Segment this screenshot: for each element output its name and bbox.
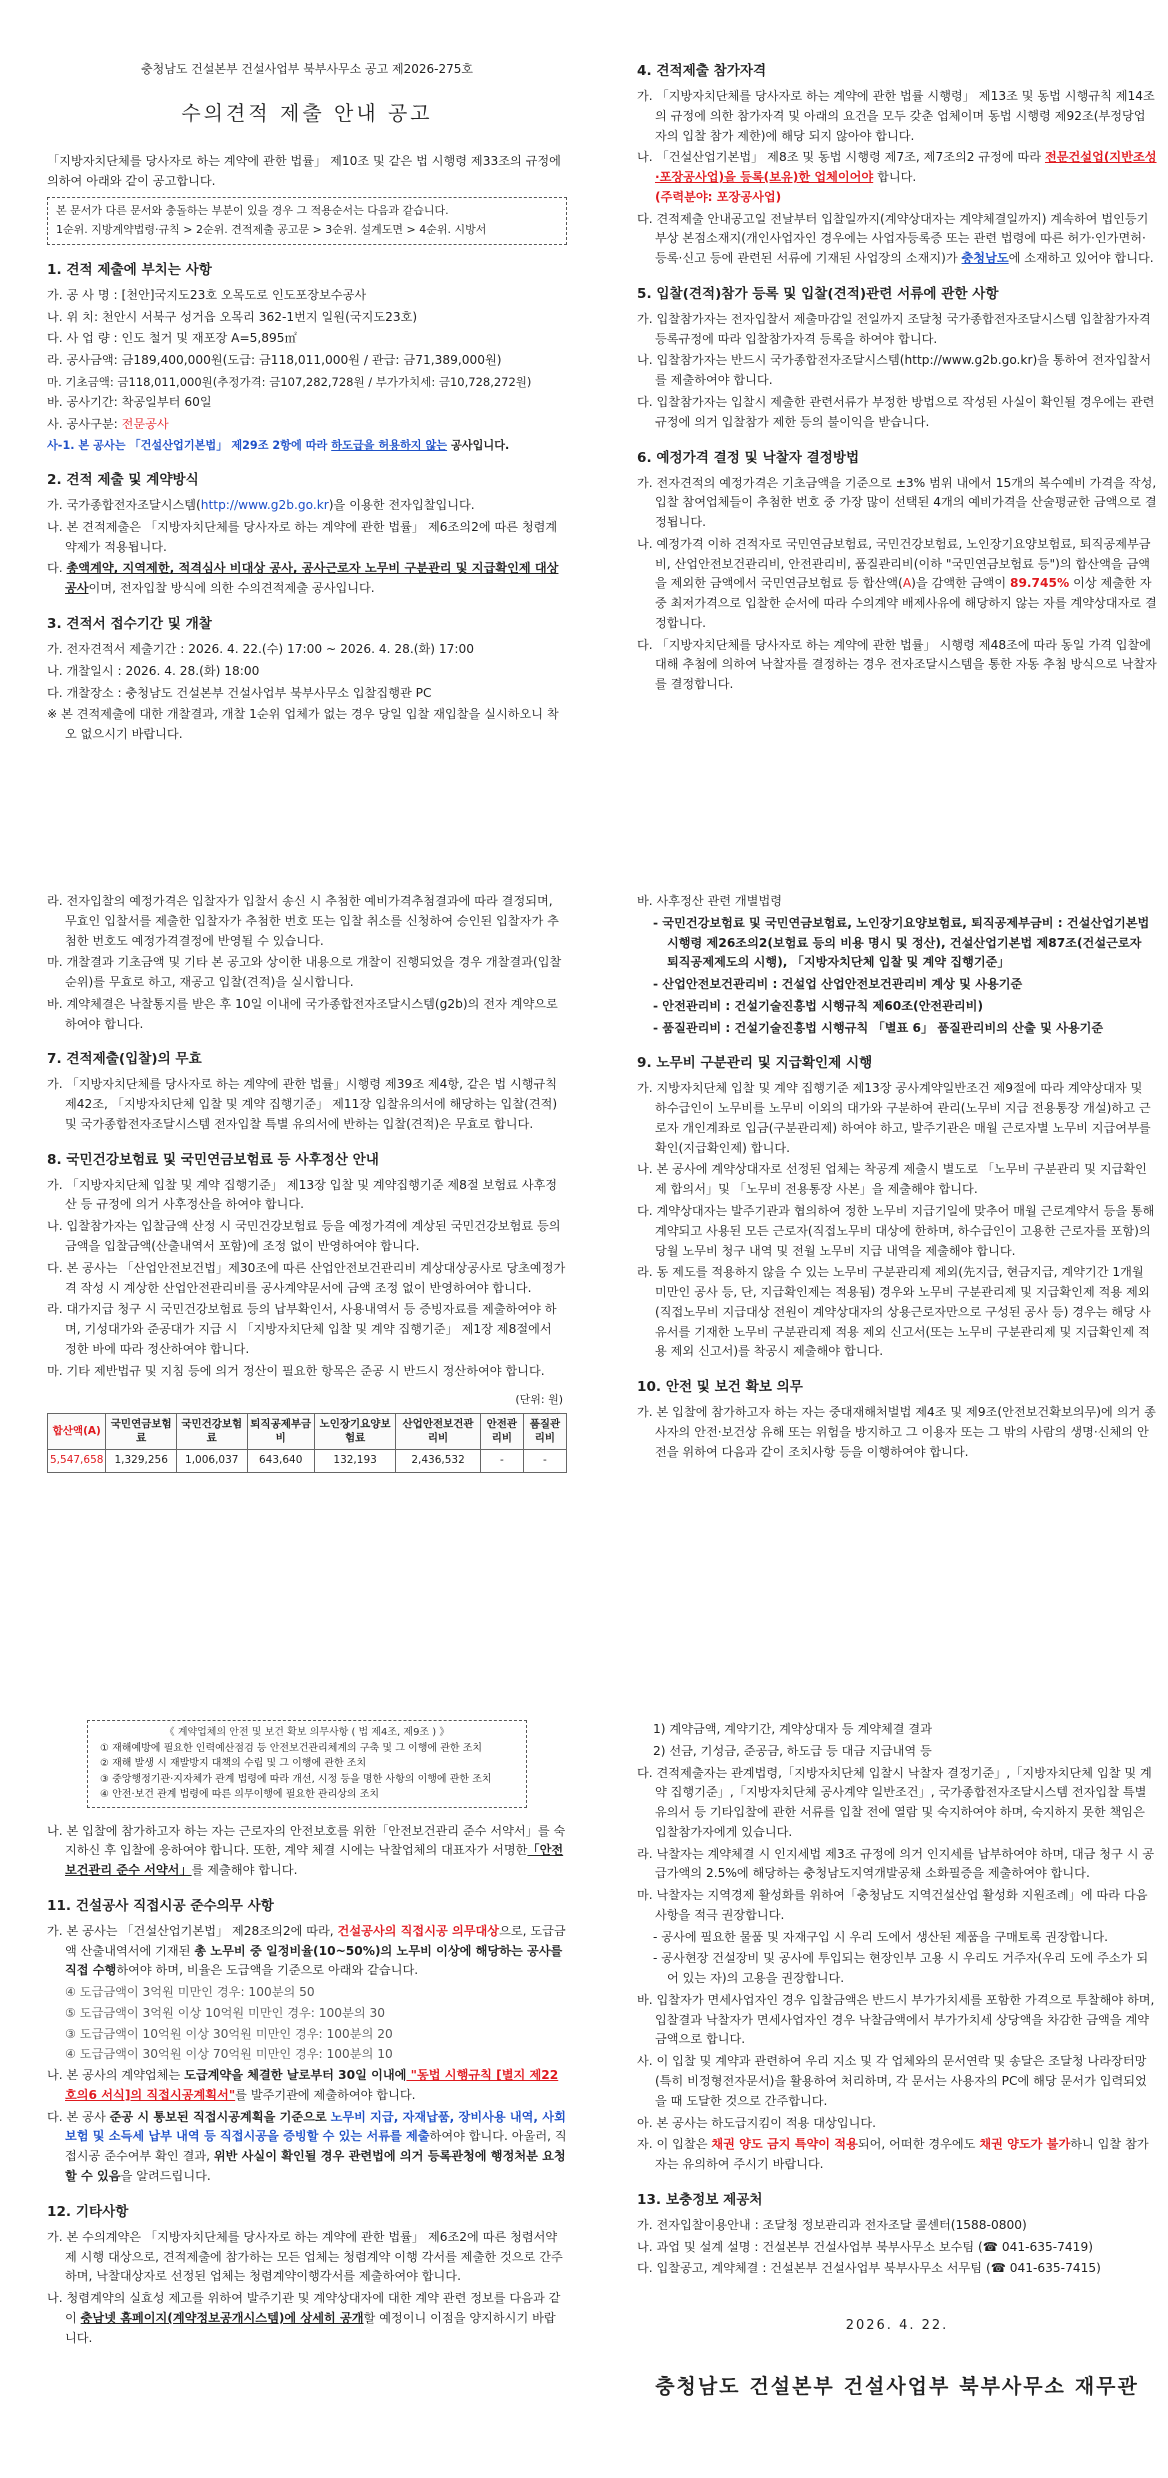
s11-c-bold-1: 준공 시 통보된 직접시공계획을 기준으로 bbox=[109, 2109, 327, 2124]
s12-item: 바. 입찰자가 면세사업자인 경우 입찰금액은 반드시 부가가치세를 포함한 가격으로 투찰해야 하며, 입찰결과 낙찰자가 면세사업자인 경우 낙찰금액에서 부가가치세 상당액을 차감한 금액을 계약금액으로 합니다. bbox=[637, 1992, 1155, 2047]
page-3 bbox=[0, 1688, 1168, 2478]
s12-item: 마. 낙찰자는 지역경제 활성화를 위하여「충청남도 지역건설산업 활성화 지원조례」에 따라 다음사항을 적극 권장합니다. bbox=[637, 1888, 1148, 1922]
s12-item-a: 가. 본 수의계약은 「지방자치단체를 당사자로 하는 계약에 관한 법률」 제6조2에 따른 청렴서약제 시행 대상으로, 견적제출에 참가하는 모든 업체는 청렴계약 이행 각서를 제출한 것으로 간주하며, 낙찰대상자로 선정된 업체는 청렴계약이행각서를 제출하여야 합니다. bbox=[47, 2229, 563, 2284]
s11-rate: ④ 도급금액이 3억원 미만인 경우: 100분의 50 bbox=[65, 1985, 315, 2000]
s11-item-c bbox=[47, 2108, 567, 2187]
s8-item: 라. 대가지급 청구 시 국민건강보험료 등의 납부확인서, 사용내역서 등 증빙자료를 제출하여야 하며, 기성대가와 준공대가 지급 시 「지방자치단체 입찰 및 계약 집행기준」 제1장 제8절에서 정한 바에 따라 정산하여야 합니다. bbox=[47, 1302, 557, 1356]
page-3-left-column bbox=[47, 1720, 567, 2350]
s11-rate: ④ 도급금액이 30억원 이상 70억원 미만인 경우: 100분의 10 bbox=[65, 2047, 393, 2062]
s1-item: 라. 공사금액: 금189,400,000원(도급: 금118,011,000원 / 관급: 금71,389,000원) bbox=[47, 353, 502, 368]
s3-note: ※ 본 견적제출에 대한 개찰결과, 개찰 1순위 업체가 없는 경우 당일 입찰 재입찰을 실시하오니 착오 없으시기 바랍니다. bbox=[47, 707, 559, 742]
table-header-row bbox=[48, 1414, 567, 1450]
s8-item: 마. 기타 제반법규 및 지침 등에 의거 정산이 필요한 항목은 준공 시 반드시 정산하여야 합니다. bbox=[47, 1363, 545, 1378]
section-8-title: 8. 국민건강보험료 및 국민연금보험료 등 사후정산 안내 bbox=[47, 1151, 379, 1168]
s11-item-b bbox=[47, 2066, 567, 2106]
s11-rate: ⑤ 도급금액이 3억원 이상 10억원 미만인 경우: 100분의 30 bbox=[65, 2005, 385, 2020]
s2-c-prefix: 다. bbox=[47, 561, 67, 576]
page-1-left-column bbox=[47, 54, 567, 747]
s12-disclosure-item: 1) 계약금액, 계약기간, 계약상대자 등 계약체결 결과 bbox=[653, 1722, 932, 1736]
table-header: 안전관리비 bbox=[480, 1414, 523, 1450]
s12-ja-suffix: 하니 입찰 참가자는 유의하여 주시기 바랍니다. bbox=[655, 2137, 1149, 2172]
s4-b-main-field: (주력분야: 포장공사업) bbox=[655, 189, 782, 204]
safety-box-item: ① 재해예방에 필요한 인력예산점검 등 안전보건관리체계의 구축 및 그 이행에 관한 조치 bbox=[100, 1742, 483, 1754]
s2-a-suffix: )을 이용한 전자입찰입니다. bbox=[328, 498, 475, 513]
s10-b-pledge: 「안전보건관리 준수 서약서」 bbox=[65, 1843, 564, 1878]
s6-item-d: 라. 전자입찰의 예정가격은 입찰자가 입찰서 송신 시 추첨한 예비가격추첨결과에 따라 결정되며, 무효인 입찰서를 제출한 입찰자가 추첨한 번호 또는 입찰 취소를 신청하여 승인된 입찰자가 추첨한 번호도 예정가격결정에 반영될 수 있습니다. bbox=[47, 894, 559, 948]
s8-law-item: - 안전관리비 : 건설기술진흥법 시행규칙 제60조(안전관리비) bbox=[653, 998, 984, 1013]
s6-item-b bbox=[637, 535, 1157, 634]
s12-recommend-item: - 공사에 필요한 물품 및 자재구입 시 우리 도에서 생산된 제품을 구매토록 권장합니다. bbox=[653, 1929, 1109, 1944]
table-cell: 2,436,532 bbox=[396, 1450, 481, 1473]
s11-b-form: "동법 시행규칙 [별지 제22호의6 서식]의 직접시공계획서" bbox=[65, 2068, 559, 2102]
table-row bbox=[48, 1450, 567, 1473]
page-2 bbox=[0, 868, 1168, 1688]
s8-item: 다. 본 공사는 「산업안전보건법」제30조에 따른 산업안전보건관리비 계상대상공사로 당초예정가격 작성 시 계상한 산업안전관리비를 공사계약문서에 금액 조정 없이 반영하여야 합니다. bbox=[47, 1260, 566, 1295]
s12-b-suffix: 할 예정이니 이점을 양지하시기 바랍니다. bbox=[65, 2310, 556, 2345]
table-header: 국민건강보험료 bbox=[176, 1414, 247, 1450]
section-5-title: 5. 입찰(견적)참가 등록 및 입찰(견적)관련 서류에 관한 사항 bbox=[637, 285, 999, 302]
s5-item: 가. 입찰참가자는 전자입찰서 제출마감일 전일까지 조달청 국가종합전자조달시스템 입찰참가자격등록규정에 따라 입찰참가자격 등록을 하여야 합니다. bbox=[637, 311, 1151, 346]
section-10-title: 10. 안전 및 보건 확보 의무 bbox=[637, 1379, 803, 1396]
s1-kind bbox=[47, 415, 567, 435]
s4-item-a: 가. 「지방자치단체를 당사자로 하는 계약에 관한 법률 시행령」 제13조 및 동법 시행규칙 제14조의 규정에 의한 참가자격 및 아래의 요건을 모두 갖춘 업체이며 동법 시행령 제92조(부정당업자의 입찰 참가 제한)에 해당 되지 않아야 합니다. bbox=[637, 89, 1155, 143]
priority-box-line: 1순위. 지방계약법령·규칙 > 2순위. 견적제출 공고문 > 3순위. 설계도면 > 4순위. 시방서 bbox=[56, 223, 487, 237]
s8-item-ba-title: 바. 사후정산 관련 개별법령 bbox=[637, 894, 783, 908]
s12-item-b bbox=[47, 2289, 567, 2348]
priority-box bbox=[47, 197, 567, 244]
s1-note bbox=[47, 437, 567, 455]
s8-law-item: - 산업안전보건관리비 : 건설업 산업안전보건관리비 계상 및 사용기준 bbox=[653, 977, 1023, 992]
s11-c-end: 을 알려드립니다. bbox=[120, 2169, 211, 2183]
table-cell: - bbox=[480, 1450, 523, 1473]
section-6-title: 6. 예정가격 결정 및 낙찰자 결정방법 bbox=[637, 449, 860, 466]
s11-a-bold: 총 노무비 중 일정비율(10~50%)의 노무비 이상에 해당하는 공사를 직접 수행 bbox=[65, 1943, 563, 1978]
section-3-title: 3. 견적서 접수기간 및 개찰 bbox=[47, 615, 212, 632]
s12-item: 사. 이 입찰 및 계약과 관련하여 우리 지소 및 각 업체와의 문서연락 및 송달은 조달청 나라장터망(특히 비정형전자문서)을 활용하여 처리하며, 각 문서는 사용자의 PC에 해당 문서가 입력되었을 때 도달한 것으로 간주합니다. bbox=[637, 2054, 1147, 2108]
s6-b-a: A bbox=[902, 576, 912, 591]
page-2-left-column bbox=[47, 892, 567, 1473]
page-1-right-column bbox=[637, 60, 1157, 697]
s8-law-item: - 국민건강보험료 및 국민연금보험료, 노인장기요양보험료, 퇴직공제부금비 : 건설산업기본법 시행령 제26조의2(보험료 등의 비용 명시 및 정산), 건설산업기본법 제87조(건설근로자 퇴직공제제도의 시행), 「지방자치단체 입찰 및 계약 집행기준」 bbox=[653, 915, 1150, 970]
s12-b-bold: 충남넷 홈페이지(계약정보공개시스템)에 상세히 공개 bbox=[80, 2310, 364, 2325]
s6-item-f: 바. 계약체결은 낙찰통지를 받은 후 10일 이내에 국가종합전자조달시스템(g2b)의 전자 계약으로 하여야 합니다. bbox=[47, 996, 558, 1031]
s4-b-highlight: 전문건설업(지반조성·포장공사업)을 등록(보유)한 업체이어야 bbox=[655, 150, 1157, 185]
s4-b-prefix: 나. 「건설산업기본법」 제8조 및 동법 시행령 제7조, 제7조의2 규정에 따라 bbox=[637, 150, 1045, 165]
s6-b-rate: 89.745% bbox=[1009, 576, 1070, 591]
s4-c-prefix: 다. 견적제출 안내공고일 전날부터 입찰일까지(계약상대자는 계약체결일까지) 계속하여 법인등기부상 본점소재지(개인사업자인 경우에는 사업자등록증 또는 관련 법령에 따른 허가·인가면허·등록·신고 등에 관련된 서류에 기재된 사업장의 소재지)가 bbox=[637, 211, 1149, 266]
s7-item-a: 가. 「지방자치단체를 당사자로 하는 계약에 관한 법률」시행령 제39조 제4항, 같은 법 시행규칙 제42조, 「지방자치단체 입찰 및 계약 집행기준」 제11장 입찰유의서에 해당하는 입찰(견적) 및 국가종합전자조달시스템 전자입찰 특별 유의서에 반하는 입찰(견적)은 무효로 합니다. bbox=[47, 1077, 558, 1131]
s4-item-b bbox=[637, 148, 1157, 207]
notice-date: 2026. 4. 22. bbox=[845, 2318, 949, 2334]
s11-c-blue: 노무비 지급, 자재납품, 장비사용 내역, 사회보험 및 소득세 납부 내역 등 직접시공을 증빙할 수 있는 서류를 제출 bbox=[65, 2109, 566, 2144]
table-cell: 132,193 bbox=[314, 1450, 395, 1473]
issuing-organization: 충청남도 건설본부 건설사업부 북부사무소 재무관 bbox=[655, 2374, 1139, 2399]
s11-c-prefix: 다. 본 공사 bbox=[47, 2109, 110, 2124]
section-12-title: 12. 기타사항 bbox=[47, 2203, 129, 2220]
safety-box-item: ② 재해 발생 시 재발방지 대책의 수립 및 그 이행에 관한 조치 bbox=[100, 1758, 367, 1769]
page-1 bbox=[0, 0, 1168, 868]
intro-text: 「지방자치단체를 당사자로 하는 계약에 관한 법률」 제10조 및 같은 법 시행령 제33조의 규정에 의하여 아래와 같이 공고합니다. bbox=[47, 153, 561, 188]
s1-item: 나. 위 치: 천안시 서북구 성거읍 오목리 362-1번지 일원(국지도23호) bbox=[47, 309, 418, 324]
s4-c-suffix: 에 소재하고 있어야 합니다. bbox=[1008, 251, 1154, 266]
s2-item-b: 나. 본 견적제출은 「지방자치단체를 당사자로 하는 계약에 관한 법률」 제6조의2에 따른 청렴계약제가 적용됩니다. bbox=[47, 519, 558, 554]
s11-b-bold: 도급계약을 체결한 날로부터 30일 이내에 bbox=[184, 2068, 407, 2083]
s11-a-prefix: 가. 본 공사는 「건설산업기본법」 제28조의2에 따라, bbox=[47, 1923, 338, 1938]
s12-ja-mid: 되어, 어떠한 경우에도 bbox=[857, 2137, 980, 2152]
section-2-title: 2. 견적 제출 및 계약방식 bbox=[47, 472, 199, 489]
s2-c-suffix: 이며, 전자입찰 방식에 의한 수의견적제출 공사입니다. bbox=[88, 581, 375, 596]
s3-item: 가. 전자견적서 제출기간 : 2026. 4. 22.(수) 17:00 ~ 2026. 4. 28.(화) 17:00 bbox=[47, 641, 475, 656]
insurance-table bbox=[47, 1413, 567, 1473]
s4-b-suffix: 합니다. bbox=[873, 170, 917, 185]
s6-item-c: 다. 「지방자치단체를 당사자로 하는 계약에 관한 법률」 시행령 제48조에 따라 동일 가격 입찰에 대해 추첨에 의하여 낙찰자를 결정하는 경우 전자조달시스템을 통한 자동 추첨 방식으로 낙찰자를 결정합니다. bbox=[637, 637, 1157, 692]
s10-item-b bbox=[47, 1822, 567, 1881]
s1-item: 다. 사 업 량 : 인도 철거 및 재포장 A=5,895㎡ bbox=[47, 331, 297, 346]
s12-item: 라. 낙찰자는 계약체결 시 인지세법 제3조 규정에 의거 인지세를 납부하여야 하며, 대금 청구 시 공급가액의 2.5%에 해당하는 충청남도지역개발공채 소화필증을 제출하여야 합니다. bbox=[637, 1846, 1155, 1881]
s6-item-a: 가. 전자견적의 예정가격은 기초금액을 기준으로 ±3% 범위 내에서 15개의 복수예비 가격을 작성, 입찰 참여업체들이 추첨한 번호 중 가장 많이 선택된 4개의 예비가격을 산술평균한 금액으로 결정됩니다. bbox=[637, 475, 1157, 530]
s11-b-suffix: 를 발주기관에 제출하여야 합니다. bbox=[235, 2087, 416, 2102]
s12-item: 다. 견적제출자는 관계법령,「지방자치단체 입찰시 낙찰자 결정기준」,「지방자치단체 입찰 및 계약 집행기준」,「지방자치단체 공사계약 일반조건」, 국가종합전자조달시스템 전자입찰 특별유의서 등 기타입찰에 관한 서류를 입찰 전에 열람 및 숙지하여야 하며, 숙지하지 못한 책임은 입찰참가자에게 있습니다. bbox=[637, 1765, 1152, 1839]
table-unit: (단위: 원) bbox=[515, 1393, 563, 1407]
s11-b-prefix: 나. 본 공사의 계약업체는 bbox=[47, 2068, 185, 2083]
s12-recommend-item: - 공사현장 건설장비 및 공사에 투입되는 현장인부 고용 시 우리도 거주자(우리 도에 주소가 되어 있는 자)의 고용을 권장합니다. bbox=[653, 1951, 1149, 1986]
section-1-title: 1. 견적 제출에 부치는 사항 bbox=[47, 261, 212, 278]
g2b-url: http://www.g2b.go.kr bbox=[200, 498, 329, 513]
s12-item-ja bbox=[637, 2135, 1157, 2175]
s4-c-region: 충청남도 bbox=[961, 251, 1009, 266]
safety-obligations-box bbox=[87, 1720, 527, 1808]
table-cell: 643,640 bbox=[247, 1450, 314, 1473]
s13-item: 다. 입찰공고, 계약체결 : 건설본부 건설사업부 북부사무소 서무팀 (☎ 041-635-7415) bbox=[637, 2261, 1101, 2276]
document-title: 수의견적 제출 안내 공고 bbox=[181, 101, 433, 126]
s10-b-prefix: 나. 본 입찰에 참가하고자 하는 자는 근로자의 안전보호를 위한「안전보건관리 준수 서약서」를 숙지하신 후 입찰에 응하여야 합니다. 또한, 계약 체결 시에는 낙찰업체의 대표자가 서명한 bbox=[47, 1823, 566, 1858]
s12-ja-prefix: 자. 이 입찰은 bbox=[637, 2137, 712, 2152]
s11-c-suffix: 하여야 합니다. 아울러, 직접시공 준수여부 확인 결과, bbox=[65, 2129, 567, 2164]
table-header: 국민연금보험료 bbox=[106, 1414, 177, 1450]
section-4-title: 4. 견적제출 참가자격 bbox=[637, 63, 767, 79]
s1-item: 마. 기초금액: 금118,011,000원(추정가격: 금107,282,728원 / 부가가치세: 금10,728,272원) bbox=[47, 374, 532, 389]
s13-item: 가. 전자입찰이용안내 : 조달청 정보관리과 전자조달 콜센터(1588-0800) bbox=[637, 2217, 1027, 2232]
s12-disclosure-item: 2) 선금, 기성금, 준공금, 하도급 등 대금 지급내역 등 bbox=[653, 1743, 932, 1758]
table-header: 노인장기요양보험료 bbox=[314, 1414, 395, 1450]
s9-item: 가. 지방자치단체 입찰 및 계약 집행기준 제13장 공사계약일반조건 제9절에 따라 계약상대자 및 하수급인이 노무비를 노무비 이외의 대가와 구분하여 관리(노무비 지급 전용통장 개설)하고 근로자 개인계좌로 입금(구분관리제) 하여야 하고, 발주기관은 매월 근로자별 노무비 지급여부를 확인(지급확인제) 합니다. bbox=[637, 1081, 1151, 1155]
s11-a-suffix: 하여야 하며, 비율은 도급액을 기준으로 아래와 같습니다. bbox=[116, 1963, 419, 1978]
s1-item: 바. 공사기간: 착공일부터 60일 bbox=[47, 395, 212, 410]
s12-ja-red-2: 채권 양도가 불가 bbox=[979, 2137, 1071, 2152]
table-header: 품질관리비 bbox=[523, 1414, 566, 1450]
table-cell: 1,006,037 bbox=[176, 1450, 247, 1473]
s9-item: 다. 계약상대자는 발주기관과 협의하여 정한 노무비 지급기일에 맞추어 매월 근로계약서 등을 통해 계약되고 사용된 모든 근로자(직접노무비 대상에 한하며, 하수급인이 고용한 근로자를 포함)의 당월 노무비 청구 내역 및 전월 노무비 지급 내역을 제출해야 합니다. bbox=[637, 1203, 1155, 1258]
table-header: 산업안전보건관리비 bbox=[396, 1414, 481, 1450]
s11-rate: ③ 도급금액이 10억원 이상 30억원 미만인 경우: 100분의 20 bbox=[65, 2026, 393, 2041]
s1-kind-label: 사. 공사구분: bbox=[47, 417, 122, 432]
s11-a-highlight: 건설공사의 직접시공 의무대상 bbox=[337, 1923, 500, 1938]
s8-law-item: - 품질관리비 : 건설기술진흥법 시행규칙 「별표 6」 품질관리비의 산출 및 사용기준 bbox=[653, 1020, 1104, 1035]
table-cell: - bbox=[523, 1450, 566, 1473]
table-header: 퇴직공제부금비 bbox=[247, 1414, 314, 1450]
s4-item-c bbox=[637, 210, 1157, 269]
s8-item: 가. 「지방자치단체 입찰 및 계약 집행기준」 제13장 입찰 및 계약집행기준 제8절 보험료 사후정산 등 규정에 의거 사후정산을 하여야 합니다. bbox=[47, 1177, 558, 1212]
safety-box-item: ④ 안전·보건 관계 법령에 따른 의무이행에 필요한 관리상의 조치 bbox=[100, 1789, 380, 1800]
s10-item-a: 가. 본 입찰에 참가하고자 하는 자는 중대재해처벌법 제4조 및 제9조(안전보건확보의무)에 의거 종사자의 안전·보건상 유해 또는 위험을 방지하고 그 이용자 또는 그 밖의 사람의 생명·신체의 안전을 위하여 다음과 같이 조치사항 등을 이행하여야 합니다. bbox=[637, 1405, 1156, 1459]
s11-a-mid: 으로, 도급금액 산출내역서에 기재된 bbox=[65, 1923, 566, 1958]
s13-item: 나. 과업 및 설계 설명 : 건설본부 건설사업부 북부사무소 보수팀 (☎ 041-635-7419) bbox=[637, 2239, 1093, 2254]
priority-box-line: 본 문서가 다른 문서와 충돌하는 부분이 있을 경우 그 적용순서는 다음과 같습니다. bbox=[56, 204, 449, 218]
s9-item: 나. 본 공사에 계약상대자로 선정된 업체는 착공계 제출시 별도로 「노무비 구분관리 및 지급확인제 합의서」및 「노무비 전용통장 사본」을 제출해야 합니다. bbox=[637, 1162, 1147, 1197]
section-11-title: 11. 건설공사 직접시공 준수의무 사항 bbox=[47, 1897, 274, 1914]
s2-a-prefix: 가. 국가종합전자조달시스템( bbox=[47, 498, 201, 513]
s2-item-a bbox=[47, 496, 567, 516]
s5-item: 나. 입찰참가자는 반드시 국가종합전자조달시스템(http://www.g2b.go.kr)을 통하여 전자입찰서를 제출하여야 합니다. bbox=[637, 353, 1151, 388]
s6-b-mid: )을 감액한 금액이 bbox=[911, 576, 1010, 591]
s3-item: 다. 개찰장소 : 충청남도 건설본부 건설사업부 북부사무소 입찰집행관 PC bbox=[47, 685, 432, 700]
s1-note-prefix: 사-1. 본 공사는 「건설산업기본법」 제29조 2항에 따라 bbox=[47, 438, 332, 452]
section-13-title: 13. 보충정보 제공처 bbox=[637, 2191, 763, 2208]
s12-item: 아. 본 공사는 하도급지킴이 적용 대상입니다. bbox=[637, 2115, 877, 2130]
table-cell-total: 5,547,658 bbox=[48, 1450, 106, 1473]
s10-b-suffix: 를 제출해야 합니다. bbox=[191, 1863, 298, 1878]
s6-b-suffix: 이상 제출한 자 중 최저가격으로 입찰한 순서에 따라 수의계약 배제사유에 해당하지 않는 자를 계약상대자로 결정합니다. bbox=[655, 576, 1157, 630]
s6-item-e: 마. 개찰결과 기초금액 및 기타 본 공고와 상이한 내용으로 개찰이 진행되었을 경우 개찰결과(입찰순위)를 무효로 하고, 재공고 입찰(견적)을 실시합니다. bbox=[47, 955, 562, 990]
s1-kind-value: 전문공사 bbox=[121, 417, 169, 432]
section-9-title: 9. 노무비 구분관리 및 지급확인제 시행 bbox=[637, 1055, 873, 1072]
s11-item-a bbox=[47, 1922, 567, 1981]
s1-item: 가. 공 사 명 : [천안]국지도23호 오목도로 인도포장보수공사 bbox=[47, 287, 367, 302]
notice-number: 충청남도 건설본부 건설사업부 북부사무소 공고 제2026-275호 bbox=[141, 62, 473, 76]
s12-b-prefix: 나. 청렴계약의 실효성 제고를 위하여 발주기관 및 계약상대자에 대한 계약 관련 정보를 다음과 같이 bbox=[47, 2291, 561, 2325]
s6-b-prefix: 나. 예정가격 이하 견적자로 국민연금보험료, 국민건강보험료, 노인장기요양보험료, 퇴직공제부금비, 산업안전보건관리비, 안전관리비, 품질관리비(이하 "국민연금보험료 등")의 합산액을 금액을 제외한 금액에서 국민연금보험료 등 합산액( bbox=[637, 536, 1151, 591]
s11-c-bold-2: 위반 사실이 확인될 경우 관련법에 의거 등록관청에 행정처분 요청할 수 있음 bbox=[65, 2149, 566, 2183]
s2-item-c bbox=[47, 559, 567, 599]
s12-ja-red-1: 채권 양도 금지 특약이 적용 bbox=[711, 2137, 858, 2152]
safety-box-title: 《 계약업체의 안전 및 보건 확보 의무사항 ( 법 제4조, 제9조 ) 》 bbox=[164, 1727, 450, 1738]
safety-box-item: ③ 중앙행정기관·지자체가 관계 법령에 따라 개선, 시정 등을 명한 사항의 이행에 관한 조치 bbox=[100, 1773, 492, 1785]
s5-item: 다. 입찰참가자는 입찰시 제출한 관련서류가 부정한 방법으로 작성된 사실이 확인될 경우에는 관련 규정에 의거 입찰참가 제한 등의 불이익을 받습니다. bbox=[637, 394, 1155, 429]
s1-note-link: 하도급을 허용하지 않는 bbox=[331, 438, 448, 452]
s3-item: 나. 개찰일시 : 2026. 4. 28.(화) 18:00 bbox=[47, 663, 260, 678]
s8-item: 나. 입찰참가자는 입찰금액 산정 시 국민건강보험료 등을 예정가격에 계상된 국민건강보험료 등의 금액을 입찰금액(산출내역서 포함)에 조정 없이 반영하여야 합니다. bbox=[47, 1219, 561, 1253]
table-cell: 1,329,256 bbox=[106, 1450, 177, 1473]
section-7-title: 7. 견적제출(입찰)의 무효 bbox=[47, 1051, 202, 1068]
page-3-right-column bbox=[637, 1720, 1157, 2403]
s1-note-suffix: 공사입니다. bbox=[447, 438, 510, 452]
s9-item: 라. 동 제도를 적용하지 않을 수 있는 노무비 구분관리제 제외(先지급, 현금지급, 계약기간 1개월 미만인 공사 등, 단, 지급확인제는 적용됨) 경우와 노무비 구분관리제 및 지급확인제 적용 제외(직접노무비 지급대상 전원이 계약상대자의 상용근로자만으로 구성된 공사 등) 경우는 해당 사유서를 기재한 노무비 구분관리제 적용 제외 신고서(또는 노무비 구분관리제 및 지급확인제 적용 제외 신고서)를 착공시 제출해야 합니다. bbox=[637, 1265, 1151, 1359]
s2-c-underline: 총액계약, 지역제한, 적격심사 비대상 공사, 공사근로자 노무비 구분관리 및 지급확인제 대상 공사 bbox=[65, 561, 559, 596]
table-header: 합산액(A) bbox=[48, 1414, 106, 1450]
page-2-right-column bbox=[637, 892, 1157, 1464]
